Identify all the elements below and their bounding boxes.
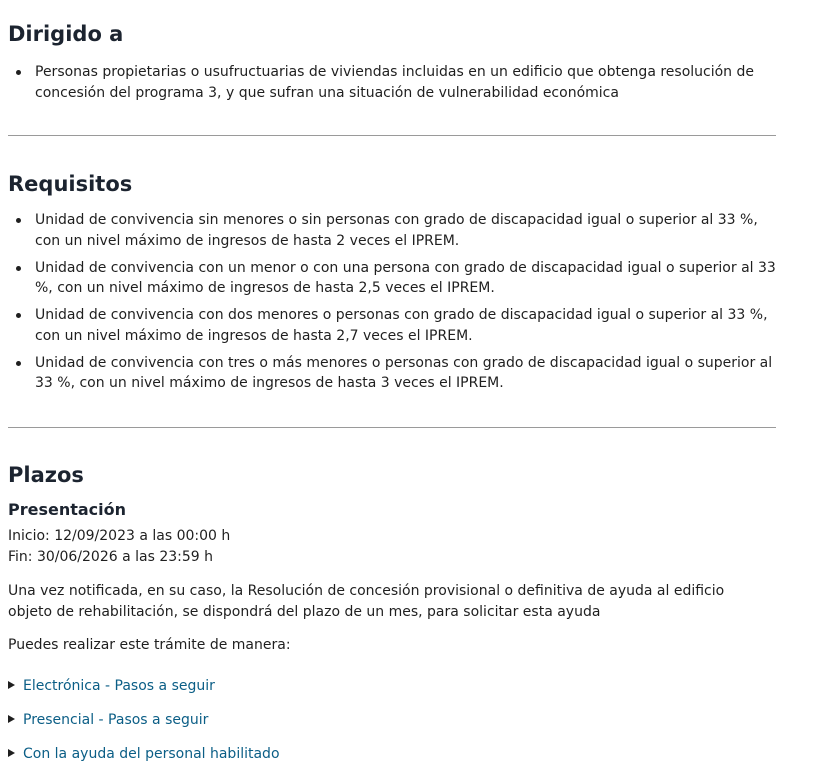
section-divider [8, 427, 776, 428]
disclosure-triangle-icon [8, 715, 15, 723]
list-item: Unidad de convivencia sin menores o sin personas con grado de discapacidad igual o superior al 33 %, con un nivel máximo de ingresos de hasta 2 veces el IPREM. [8, 210, 776, 251]
fecha-fin: Fin: 30/06/2026 a las 23:59 h [8, 549, 214, 565]
list-item: Unidad de convivencia con un menor o con una persona con grado de discapacidad igual o superior al 33 %, con un nivel máximo de ingresos de hasta 2,5 veces el IPREM. [8, 258, 776, 299]
list-item: Unidad de convivencia con tres o más menores o personas con grado de discapacidad igual o superior al 33 %, con un nivel máximo de ingresos de hasta 3 veces el IPREM. [8, 353, 776, 394]
disclosure-label: Con la ayuda del personal habilitado [23, 746, 280, 762]
list-item: Unidad de convivencia con dos menores o personas con grado de discapacidad igual o superior al 33 %, con un nivel máximo de ingresos de hasta 2,7 veces el IPREM. [8, 305, 776, 346]
section-divider [8, 135, 776, 136]
disclosure-label: Presencial - Pasos a seguir [23, 712, 209, 728]
disclosure-presencial[interactable] [8, 710, 208, 730]
plazo-nota: Una vez notificada, en su caso, la Resolución de concesión provisional o definitiva de ayuda al edificio objeto de rehabilitación, se dispondrá del plazo de un mes, para solicitar esta ayuda [8, 583, 725, 620]
requisitos-list [8, 210, 776, 400]
dirigido-list [8, 62, 776, 110]
disclosure-triangle-icon [8, 681, 15, 689]
list-item: Personas propietarias o usufructuarias de viviendas incluidas en un edificio que obtenga resolución de concesión del programa 3, y que sufran una situación de vulnerabilidad económica [8, 62, 776, 103]
disclosure-electronica[interactable] [8, 676, 215, 696]
fecha-inicio: Inicio: 12/09/2023 a las 00:00 h [8, 528, 231, 544]
section-heading-dirigido: Dirigido a [8, 22, 124, 46]
disclosure-personal-habilitado[interactable] [8, 744, 280, 764]
disclosure-label: Electrónica - Pasos a seguir [23, 678, 215, 694]
disclosure-triangle-icon [8, 749, 15, 757]
subheading-presentacion: Presentación [8, 500, 127, 519]
section-heading-plazos: Plazos [8, 463, 84, 487]
tramite-intro: Puedes realizar este trámite de manera: [8, 637, 291, 653]
section-heading-requisitos: Requisitos [8, 172, 133, 196]
